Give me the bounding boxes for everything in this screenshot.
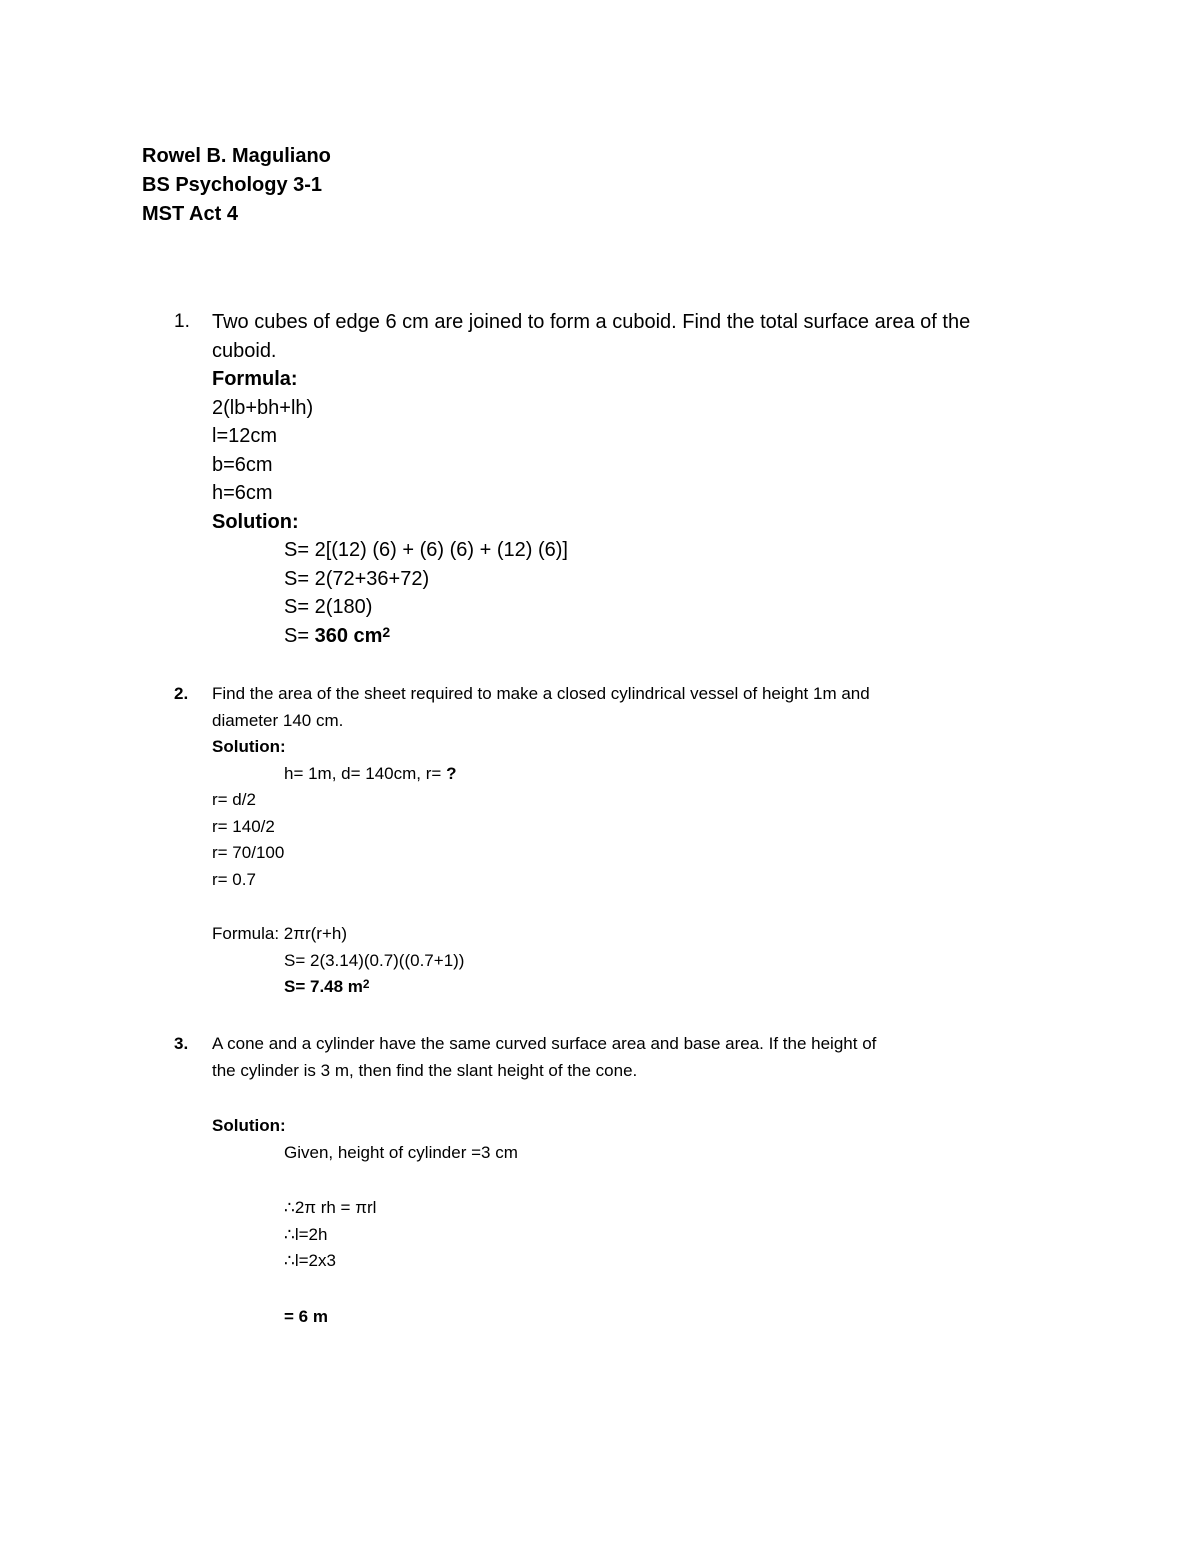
- radius-step: r= d/2: [212, 790, 256, 809]
- radius-step: r= 0.7: [212, 869, 256, 889]
- student-name: Rowel B. Maguliano: [142, 145, 331, 167]
- question-text-line: the cylinder is 3 m, then find the slant height of the cone.: [212, 1060, 638, 1080]
- answer-exponent: 2: [382, 623, 391, 640]
- solution-label: Solution:: [212, 737, 286, 756]
- formula-prefix: Formula:: [212, 924, 284, 943]
- solution-label: Solution:: [212, 510, 299, 533]
- given-breadth: b=6cm: [212, 453, 273, 476]
- question-text-line: Find the area of the sheet required to make a closed cylindrical vessel of height 1m and: [212, 684, 870, 703]
- question-number: 1.: [174, 311, 190, 332]
- activity-title: MST Act 4: [142, 203, 238, 225]
- answer-value: S= 7.48 m: [284, 977, 363, 996]
- question-body: [212, 1031, 1052, 1330]
- answer-exponent: 2: [362, 976, 370, 991]
- question-text-line: Two cubes of edge 6 cm are joined to form a cuboid. Find the total surface area of the: [212, 311, 971, 333]
- solution-step: S= 2(3.14)(0.7)((0.7+1)): [284, 950, 465, 970]
- given-unknown: ?: [446, 763, 457, 783]
- given-length: l=12cm: [212, 425, 278, 447]
- spacer: [212, 1166, 1052, 1195]
- formula: [212, 921, 1052, 948]
- radius-step: r= 140/2: [212, 816, 275, 836]
- student-course: BS Psychology 3-1: [142, 174, 323, 196]
- question-text-line: diameter 140 cm.: [212, 710, 344, 730]
- formula: 2(lb+bh+lh): [212, 396, 314, 419]
- question-text-line: A cone and a cylinder have the same curved surface area and base area. If the height of: [212, 1034, 877, 1053]
- formula-value: 2πr(r+h): [283, 924, 348, 943]
- given-height: h=6cm: [212, 482, 273, 504]
- solution-label: Solution:: [212, 1116, 286, 1135]
- spacer: [212, 893, 1052, 921]
- formula-label: Formula:: [212, 368, 298, 390]
- solution-step: ∴l=2h: [284, 1224, 328, 1244]
- solution-answer: [212, 974, 1052, 1001]
- question-body: [212, 681, 1052, 1001]
- solution-step: ∴2π rh = πrl: [284, 1198, 377, 1217]
- solution-answer: [212, 622, 1052, 651]
- given-text: h= 1m, d= 140cm, r=: [284, 763, 447, 783]
- given-values: Given, height of cylinder =3 cm: [284, 1142, 518, 1162]
- solution-step: S= 2[(12) (6) + (6) (6) + (12) (6)]: [284, 539, 568, 561]
- answer-prefix: S=: [284, 624, 315, 647]
- solution-step: ∴l=2x3: [284, 1251, 336, 1270]
- solution-step: S= 2(180): [284, 596, 373, 618]
- spacer: [212, 1275, 1052, 1304]
- question-body: [212, 308, 1052, 650]
- solution-step: S= 2(72+36+72): [284, 567, 430, 590]
- document-header: [142, 142, 331, 229]
- question-number: 2.: [174, 684, 189, 703]
- answer-value: 360 cm: [314, 624, 383, 647]
- radius-step: r= 70/100: [212, 843, 285, 862]
- question-text-line: cuboid.: [212, 339, 277, 362]
- question-number: 3.: [174, 1034, 189, 1053]
- solution-answer: = 6 m: [284, 1306, 328, 1326]
- spacer: [212, 1084, 1052, 1113]
- given-values: [212, 761, 1052, 788]
